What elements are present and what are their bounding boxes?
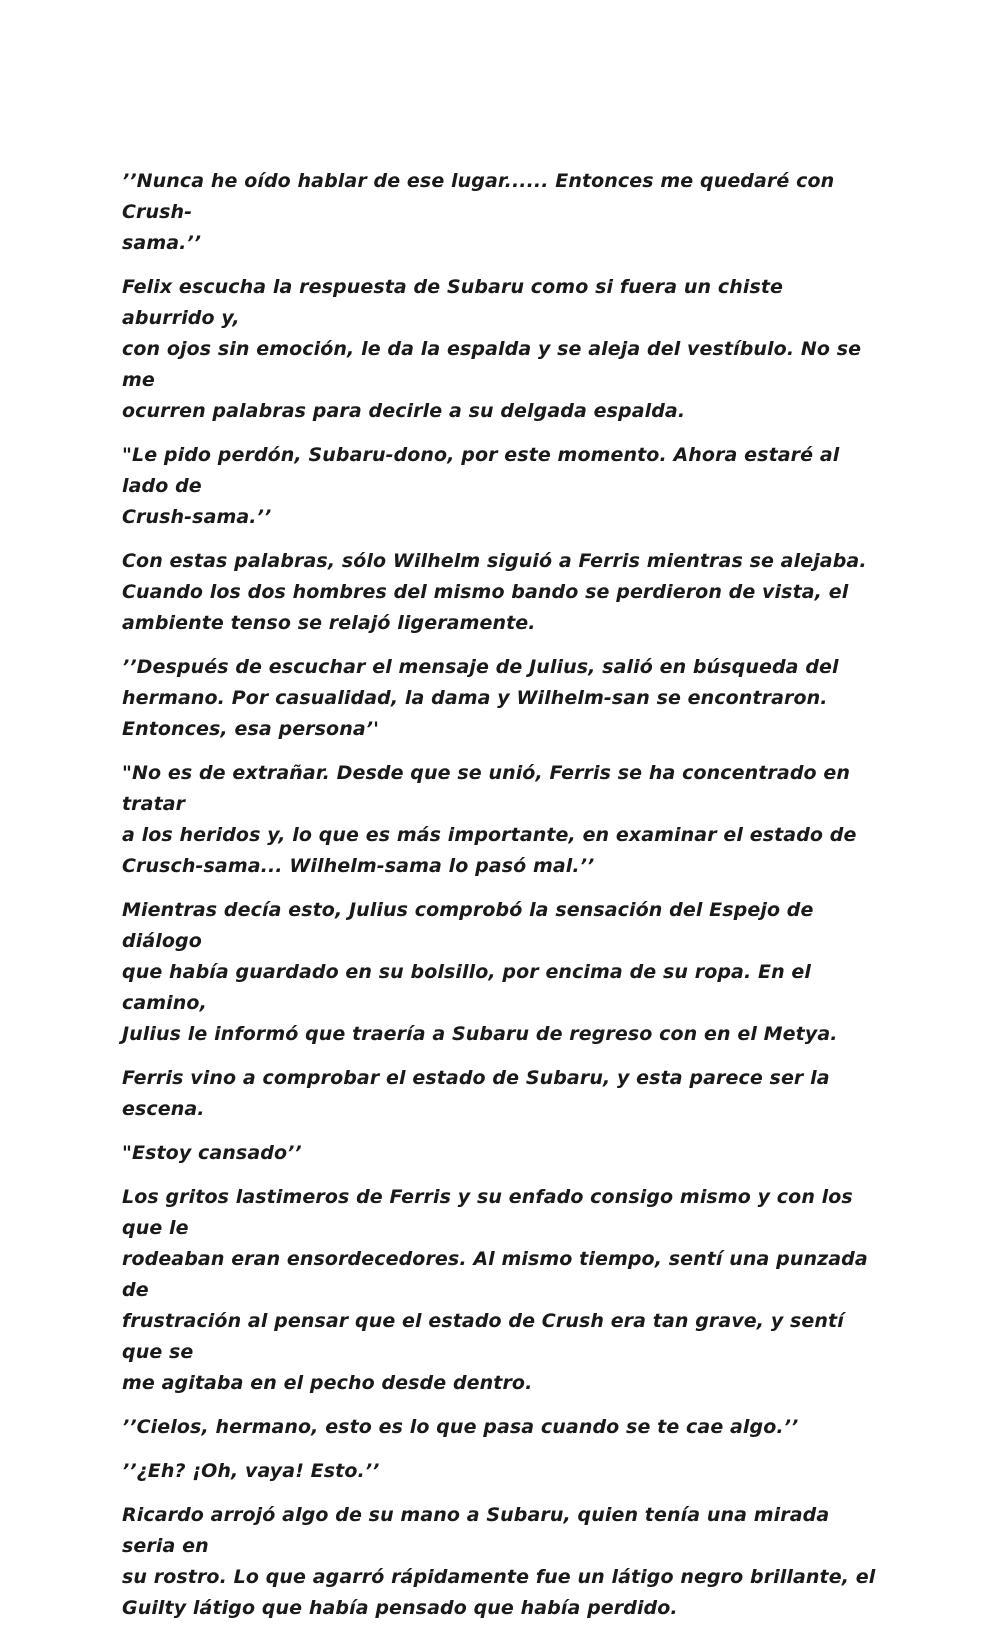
document-page xyxy=(122,166,882,1637)
paragraph: Ferris vino a comprobar el estado de Subaru, y esta parece ser la escena. xyxy=(122,1067,830,1120)
paragraph: Felix escucha la respuesta de Subaru como si fuera un chiste aburrido y, con ojos sin emoción, le da la espalda y se aleja del vestíbulo. No se me ocurren palabras para decirle a su delgada espalda. xyxy=(122,276,862,422)
paragraph: Con estas palabras, sólo Wilhelm siguió a Ferris mientras se alejaba. Cuando los dos hombres del mismo bando se perdieron de vista, el ambiente tenso se relajó ligeramente. xyxy=(122,550,867,634)
paragraph: ’’¿Eh? ¡Oh, vaya! Esto.’’ xyxy=(122,1460,380,1482)
paragraph: "No es de extrañar. Desde que se unió, Ferris se ha concentrado en tratar a los heridos y, lo que es más importante, en examinar el estado de Crusch-sama... Wilhelm-sama lo pasó mal.’’ xyxy=(122,762,857,877)
paragraph: ’’Nunca he oído hablar de ese lugar...... Entonces me quedaré con Crush- sama.’’ xyxy=(122,170,835,254)
paragraph: Ricardo arrojó algo de su mano a Subaru, quien tenía una mirada seria en su rostro. Lo que agarró rápidamente fue un látigo negro brillante, el Guilty látigo que había pensado que había perdido. xyxy=(122,1504,876,1619)
paragraph: ’’Cielos, hermano, esto es lo que pasa cuando se te cae algo.’’ xyxy=(122,1416,799,1438)
paragraph: ’’Después de escuchar el mensaje de Julius, salió en búsqueda del hermano. Por casualidad, la dama y Wilhelm-san se encontraron. Entonces, esa persona’' xyxy=(122,656,839,740)
paragraph: "Estoy cansado’’ xyxy=(122,1142,302,1164)
paragraph: "Le pido perdón, Subaru-dono, por este momento. Ahora estaré al lado de Crush-sama.’’ xyxy=(122,444,840,528)
paragraph: Los gritos lastimeros de Ferris y su enfado consigo mismo y con los que le rodeaban eran ensordecedores. Al mismo tiempo, sentí una punzada de frustración al pensar que el estado de Crush era tan grave, y sentí que se me agitaba en el pecho desde dentro. xyxy=(122,1186,868,1394)
paragraph: Mientras decía esto, Julius comprobó la sensación del Espejo de diálogo que había guardado en su bolsillo, por encima de su ropa. En el camino, Julius le informó que traería a Subaru de regreso con en el Metya. xyxy=(122,899,838,1045)
